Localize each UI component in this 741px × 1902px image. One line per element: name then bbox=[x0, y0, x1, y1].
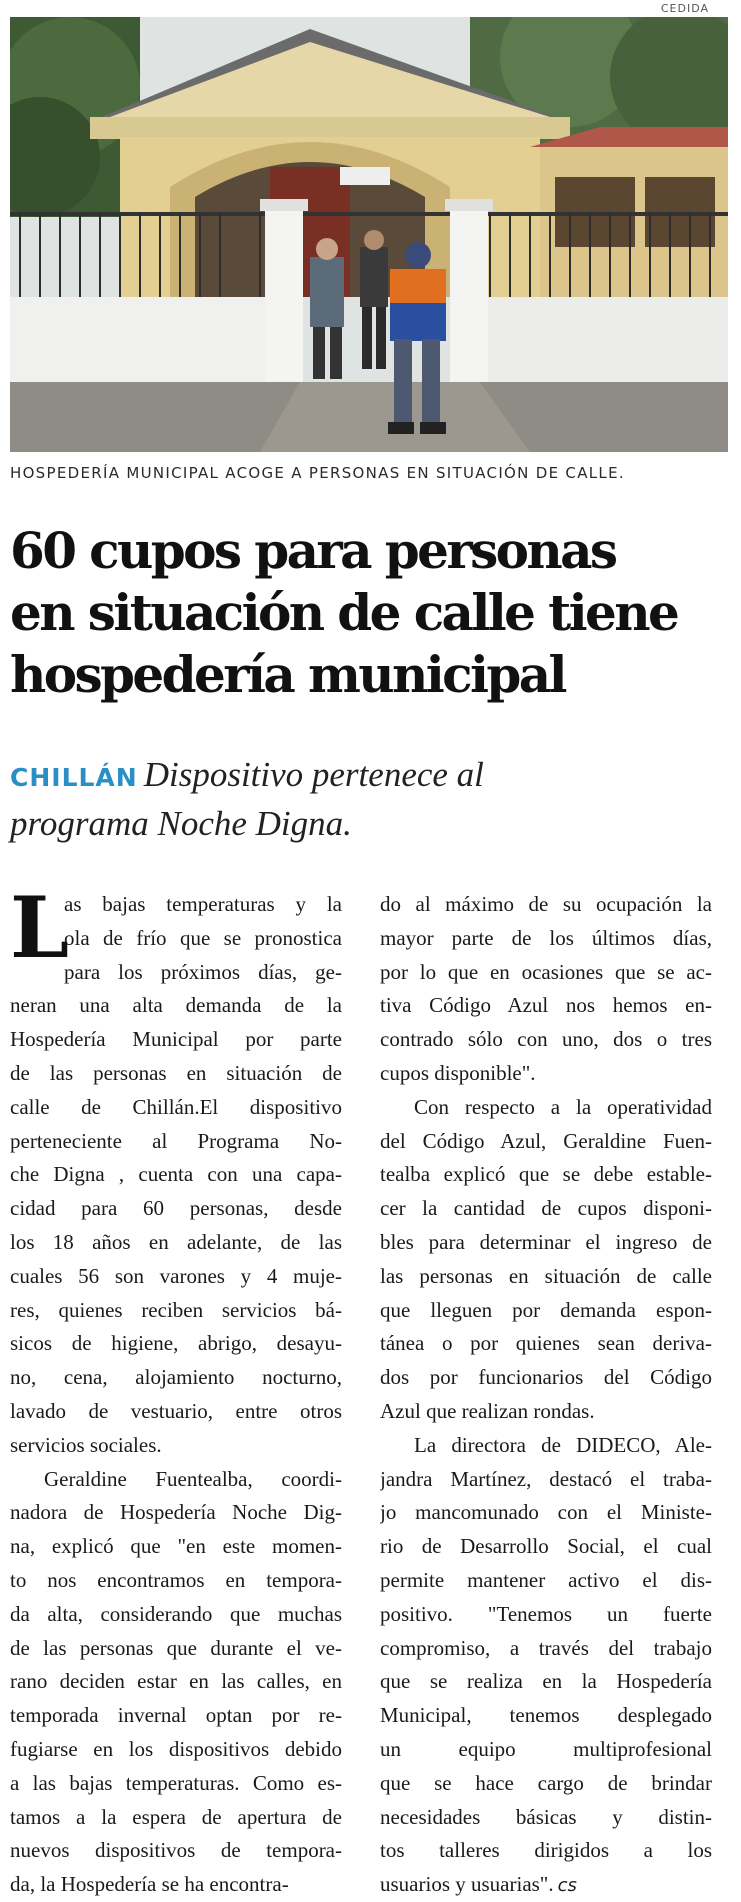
body-text-line: da, la Hospedería se ha encontra- bbox=[10, 1872, 289, 1897]
body-text-line: compromiso, a través del trabajo bbox=[380, 1635, 712, 1660]
body-text-line: no, cena, alojamiento nocturno, bbox=[10, 1365, 342, 1390]
body-text-line: cupos disponible". bbox=[380, 1060, 536, 1085]
kicker-text: Dispositivo pertenece al bbox=[143, 755, 484, 794]
body-text-line: cer la cantidad de cupos disponi- bbox=[380, 1196, 712, 1221]
body-text-line: jandra Martínez, destacó el traba- bbox=[380, 1466, 712, 1491]
body-text-line: to nos encontramos en tempora- bbox=[10, 1567, 342, 1592]
body-text-line: Hospedería Municipal por parte bbox=[10, 1027, 342, 1052]
body-text-line: as bajas temperaturas y la bbox=[64, 892, 342, 916]
body-text-line: del Código Azul, Geraldine Fuen- bbox=[380, 1128, 712, 1153]
body-text-line: para los próximos días, ge- bbox=[64, 959, 342, 984]
end-of-article-mark: cs bbox=[557, 1875, 577, 1897]
body-text-line: los 18 años en adelante, de las bbox=[10, 1229, 342, 1254]
body-text-line: Municipal, tenemos desplegado bbox=[380, 1703, 712, 1728]
body-text-line: servicios sociales. bbox=[10, 1432, 162, 1457]
body-text-line: tos talleres dirigidos a los bbox=[380, 1838, 712, 1863]
body-text-line: de las personas que durante el ve- bbox=[10, 1635, 342, 1660]
body-text-line: que se realiza en la Hospedería bbox=[380, 1669, 712, 1694]
kicker-line: programa Noche Digna. bbox=[10, 804, 352, 843]
body-text-line: jo mancomunado con el Ministe- bbox=[380, 1500, 712, 1525]
body-text-line: usuarios y usuarias". cs bbox=[380, 1872, 577, 1897]
article-headline bbox=[10, 520, 734, 706]
body-column-left bbox=[10, 878, 342, 1902]
body-text-line: rio de Desarrollo Social, el cual bbox=[380, 1534, 712, 1559]
body-text-line: da alta, considerando que muchas bbox=[10, 1601, 342, 1626]
body-text-line: a las bajas temperaturas. Como es- bbox=[10, 1770, 342, 1795]
body-text-line: do al máximo de su ocupación la bbox=[380, 892, 712, 916]
body-text-line: perteneciente al Programa No- bbox=[10, 1128, 342, 1153]
body-text-line: nadora de Hospedería Noche Dig- bbox=[10, 1500, 342, 1525]
body-text-line: calle de Chillán.El dispositivo bbox=[10, 1094, 342, 1119]
body-column-right bbox=[380, 888, 712, 1902]
body-text-line: bles para determinar el ingreso de bbox=[380, 1229, 712, 1254]
photo-credit: CEDIDA bbox=[660, 2, 709, 15]
body-text-line: que lleguen por demanda espon- bbox=[380, 1297, 712, 1322]
body-text-line: tiva Código Azul nos hemos en- bbox=[380, 993, 712, 1018]
body-text-line: ola de frío que se pronostica bbox=[64, 925, 342, 950]
body-text-line: de las personas en situación de bbox=[10, 1060, 342, 1085]
headline-line: en situación de calle tiene bbox=[10, 583, 678, 642]
body-text-line: che Digna , cuenta con una capa- bbox=[10, 1162, 342, 1187]
body-text-line: nuevos dispositivos de tempora- bbox=[10, 1838, 342, 1863]
body-text-line: lavado de vestuario, entre otros bbox=[10, 1398, 342, 1423]
hospederia-photo-illustration bbox=[10, 17, 728, 452]
body-text-line: tamos a la espera de apertura de bbox=[10, 1804, 342, 1829]
body-text-line: tealba explicó que se debe estable- bbox=[380, 1162, 712, 1187]
body-text-line: rano deciden estar en las calles, en bbox=[10, 1669, 342, 1694]
body-text-line: dos por funcionarios del Código bbox=[380, 1365, 712, 1390]
dateline-place: CHILLÁN bbox=[10, 763, 138, 792]
body-text-line: neran una alta demanda de la bbox=[10, 993, 342, 1018]
photo-caption: HOSPEDERÍA MUNICIPAL ACOGE A PERSONAS EN SITUACIÓN DE CALLE. bbox=[10, 464, 625, 482]
body-text-line: cuales 56 son varones y 4 muje- bbox=[10, 1263, 342, 1288]
headline-line: 60 cupos para personas bbox=[10, 521, 616, 580]
body-text-line: que se hace cargo de brindar bbox=[380, 1770, 712, 1795]
headline-line: hospedería municipal bbox=[10, 645, 565, 704]
body-text-line: las personas en situación de calle bbox=[380, 1263, 712, 1288]
body-text-line: sicos de higiene, abrigo, desayu- bbox=[10, 1331, 342, 1356]
body-text-line: fugiarse en los dispositivos debido bbox=[10, 1736, 342, 1761]
kicker-line bbox=[10, 752, 734, 801]
body-text-line: permite mantener activo el dis- bbox=[380, 1567, 712, 1592]
body-text-line: temporada invernal optan por re- bbox=[10, 1703, 342, 1728]
body-text-line: na, explicó que "en este momen- bbox=[10, 1534, 342, 1559]
body-text-line: cidad para 60 personas, desde bbox=[10, 1196, 342, 1221]
body-text-line: un equipo multiprofesional bbox=[380, 1736, 712, 1761]
body-text-line: Azul que realizan rondas. bbox=[380, 1398, 595, 1423]
article-photo bbox=[10, 17, 728, 452]
body-text-line: Geraldine Fuentealba, coordi- bbox=[44, 1466, 342, 1491]
body-text-line: La directora de DIDECO, Ale- bbox=[414, 1432, 712, 1457]
body-text-line: contrado sólo con uno, dos o tres bbox=[380, 1027, 712, 1052]
body-text-line: Con respecto a la operatividad bbox=[414, 1094, 712, 1119]
body-text-line: tánea o por quienes sean deriva- bbox=[380, 1331, 712, 1356]
body-text-line: necesidades básicas y distin- bbox=[380, 1804, 712, 1829]
drop-cap: L bbox=[10, 878, 70, 977]
body-text-line: mayor parte de los últimos días, bbox=[380, 925, 712, 950]
article-kicker bbox=[10, 752, 734, 847]
body-text-line: positivo. "Tenemos un fuerte bbox=[380, 1601, 712, 1626]
body-text-line: res, quienes reciben servicios bá- bbox=[10, 1297, 342, 1322]
body-text-line: por lo que en ocasiones que se ac- bbox=[380, 959, 712, 984]
